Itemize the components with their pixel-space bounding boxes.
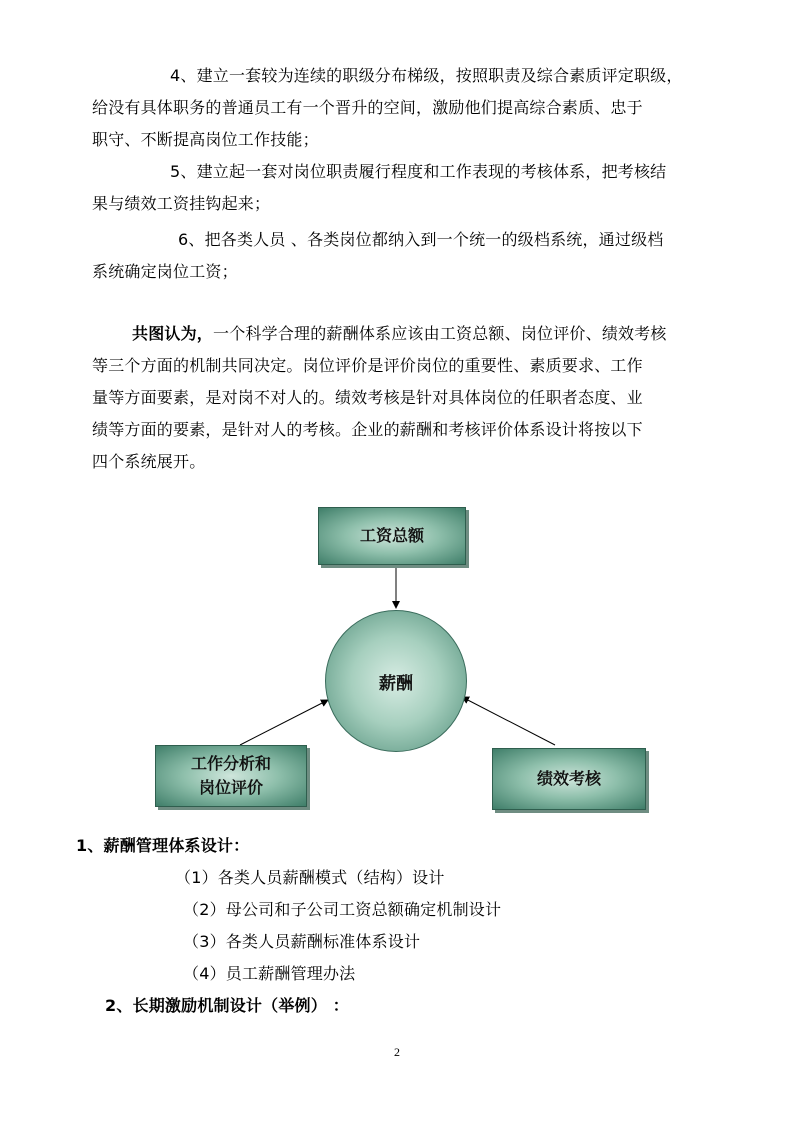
diagram-box-total-wages-label: 工资总额	[359, 526, 424, 545]
diagram-box-job-analysis-label-2: 岗位评价	[198, 778, 263, 797]
section-1-heading: 1、薪酬管理体系设计：	[76, 836, 250, 855]
section-1-item-2: （2）母公司和子公司工资总额确定机制设计	[183, 900, 502, 919]
paragraph-4-line-3: 职守、不断提高岗位工作技能；	[92, 130, 319, 149]
diagram-box-total-wages	[318, 507, 466, 565]
section-1-item-4: （4）员工薪酬管理办法	[183, 964, 356, 983]
paragraph-5-line-1: 5、建立起一套对岗位职责履行程度和工作表现的考核体系，把考核结	[170, 162, 667, 181]
section-1-item-3: （3）各类人员薪酬标准体系设计	[183, 932, 421, 951]
paragraph-4-line-1: 4、建立一套较为连续的职级分布梯级，按照职责及综合素质评定职级，	[170, 66, 683, 85]
summary-lead: 共图认为，	[132, 324, 214, 343]
summary-line-4: 绩等方面的要素，是针对人的考核。企业的薪酬和考核评价体系设计将按以下	[92, 420, 643, 439]
summary-line-2: 等三个方面的机制共同决定。岗位评价是评价岗位的重要性、素质要求、工作	[92, 356, 643, 375]
summary-line-1-text: 一个科学合理的薪酬体系应该由工资总额、岗位评价、绩效考核	[213, 324, 667, 343]
paragraph-6-line-2: 系统确定岗位工资；	[92, 262, 238, 281]
section-1-item-1: （1）各类人员薪酬模式（结构）设计	[175, 868, 445, 887]
diagram-box-performance-label: 绩效考核	[536, 769, 601, 788]
diagram-box-performance	[492, 748, 646, 810]
page-number: 2	[394, 1045, 400, 1059]
diagram-box-job-analysis	[155, 745, 307, 807]
paragraph-4-line-2: 给没有具体职务的普通员工有一个晋升的空间，激励他们提高综合素质、忠于	[92, 98, 643, 117]
arrow-left	[240, 700, 328, 745]
summary-line-3: 量等方面要素，是对岗不对人的。绩效考核是针对具体岗位的任职者态度、业	[92, 388, 643, 407]
diagram-circle-compensation	[325, 610, 467, 752]
summary-line-5: 四个系统展开。	[92, 452, 206, 471]
diagram-box-job-analysis-label-1: 工作分析和	[190, 754, 271, 773]
section-2-heading: 2、长期激励机制设计（举例） ：	[105, 996, 349, 1015]
paragraph-5-line-2: 果与绩效工资挂钩起来；	[92, 194, 271, 213]
paragraph-6-line-1: 6、把各类人员 、各类岗位都纳入到一个统一的级档系统，通过级档	[178, 230, 664, 249]
arrow-right	[462, 697, 555, 745]
diagram-circle-compensation-label: 薪酬	[379, 673, 413, 694]
